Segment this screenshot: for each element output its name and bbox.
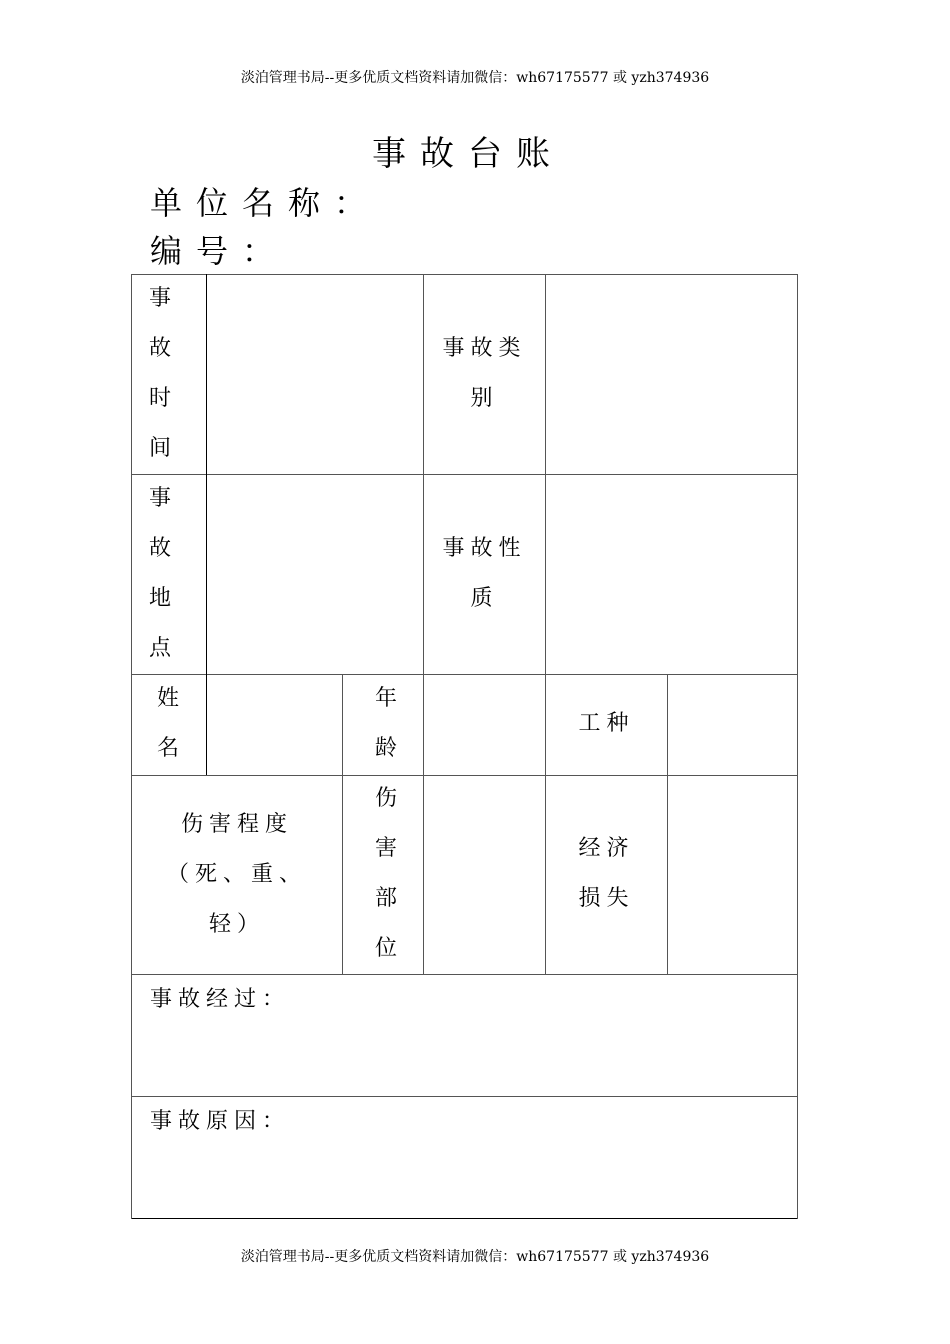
accident-process-label: 事故经过： xyxy=(150,987,291,1012)
accident-category-label: 事故类 别 xyxy=(442,336,527,411)
injured-part-input[interactable] xyxy=(424,776,545,974)
accident-location-input[interactable] xyxy=(207,475,423,674)
accident-cause-label: 事故原因： xyxy=(150,1109,291,1134)
accident-category-input[interactable] xyxy=(546,275,797,474)
age-input[interactable] xyxy=(424,675,545,775)
table-rule xyxy=(342,674,343,974)
number-label: 编号： xyxy=(150,232,289,270)
name-input[interactable] xyxy=(207,675,342,775)
unit-name-label: 单位名称： xyxy=(150,184,381,222)
accident-nature-input[interactable] xyxy=(546,475,797,674)
accident-process-input[interactable] xyxy=(132,1020,797,1096)
injured-part-label: 伤 害 部 位 xyxy=(374,786,403,961)
economic-loss-input[interactable] xyxy=(668,776,797,974)
accident-time-input[interactable] xyxy=(207,275,423,474)
name-label: 姓 名 xyxy=(156,686,185,761)
job-type-label: 工种 xyxy=(578,711,635,736)
table-border xyxy=(797,274,798,1219)
injury-degree-label: 伤害程度 （死、重、 轻） xyxy=(166,812,307,937)
accident-nature-label: 事故性 质 xyxy=(442,536,527,611)
table-border xyxy=(131,1218,798,1219)
economic-loss-label: 经济 损失 xyxy=(578,836,635,911)
header-note: 淡泊管理书局--更多优质文档资料请加微信：wh67175577 或 yzh374936 xyxy=(240,70,710,86)
accident-location-label: 事 故 地 点 xyxy=(148,486,177,661)
age-label: 年 龄 xyxy=(374,686,403,761)
accident-cause-input[interactable] xyxy=(132,1142,797,1218)
page-title: 事故台账 xyxy=(372,134,564,174)
footer-note: 淡泊管理书局--更多优质文档资料请加微信：wh67175577 或 yzh374936 xyxy=(240,1249,710,1265)
accident-time-label: 事 故 时 间 xyxy=(148,286,177,461)
job-type-input[interactable] xyxy=(668,675,797,775)
